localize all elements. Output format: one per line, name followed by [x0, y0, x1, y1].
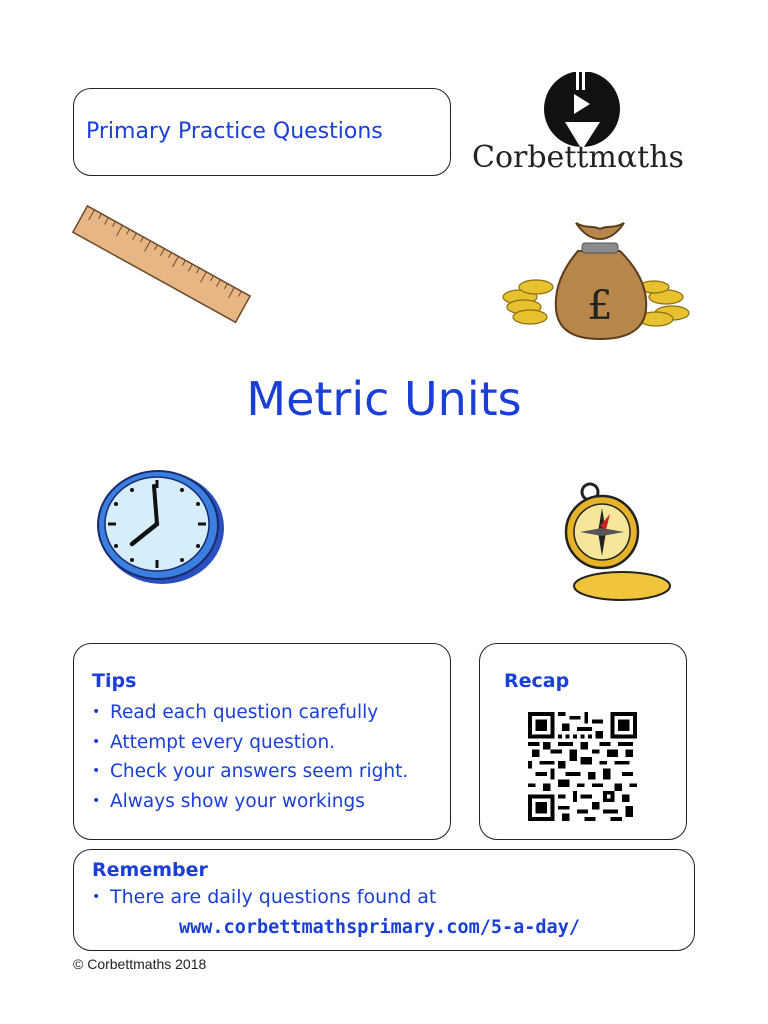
bullet-icon: • — [92, 763, 101, 779]
remember-item — [92, 886, 436, 908]
svg-text:£: £ — [587, 283, 613, 329]
recap-heading: Recap — [504, 670, 570, 692]
remember-heading: Remember — [92, 859, 208, 881]
recap-box — [479, 643, 687, 840]
page-title: Metric Units — [246, 372, 522, 426]
money-bag-icon — [496, 215, 696, 345]
list-item — [92, 787, 408, 817]
header-title: Primary Practice Questions — [86, 119, 383, 144]
header-box — [73, 88, 451, 176]
bullet-icon: • — [92, 704, 101, 720]
clock-icon — [94, 468, 226, 586]
tip-text: Read each question carefully — [110, 702, 379, 723]
tip-text: Always show your workings — [110, 790, 365, 812]
compass-icon — [560, 480, 676, 604]
website-link[interactable]: www.corbettmathsprimary.com/5-a-day/ — [179, 917, 580, 938]
tips-list — [92, 698, 408, 816]
copyright-text: © Corbettmaths 2018 — [73, 956, 207, 972]
list-item — [92, 757, 408, 787]
tips-box — [73, 643, 451, 840]
qr-code-icon[interactable] — [526, 712, 639, 821]
list-item — [92, 728, 408, 758]
ruler-icon — [66, 205, 256, 325]
remember-box — [73, 849, 695, 951]
bullet-icon: • — [92, 733, 101, 750]
list-item — [92, 698, 408, 728]
tip-text: Check your answers seem right. — [110, 761, 409, 782]
logo-text: Corbettmαths — [472, 140, 684, 175]
bullet-icon: • — [92, 889, 101, 905]
remember-text: There are daily questions found at — [110, 886, 437, 908]
tips-heading: Tips — [92, 670, 137, 692]
tip-text: Attempt every question. — [110, 731, 336, 753]
bullet-icon: • — [92, 792, 101, 809]
